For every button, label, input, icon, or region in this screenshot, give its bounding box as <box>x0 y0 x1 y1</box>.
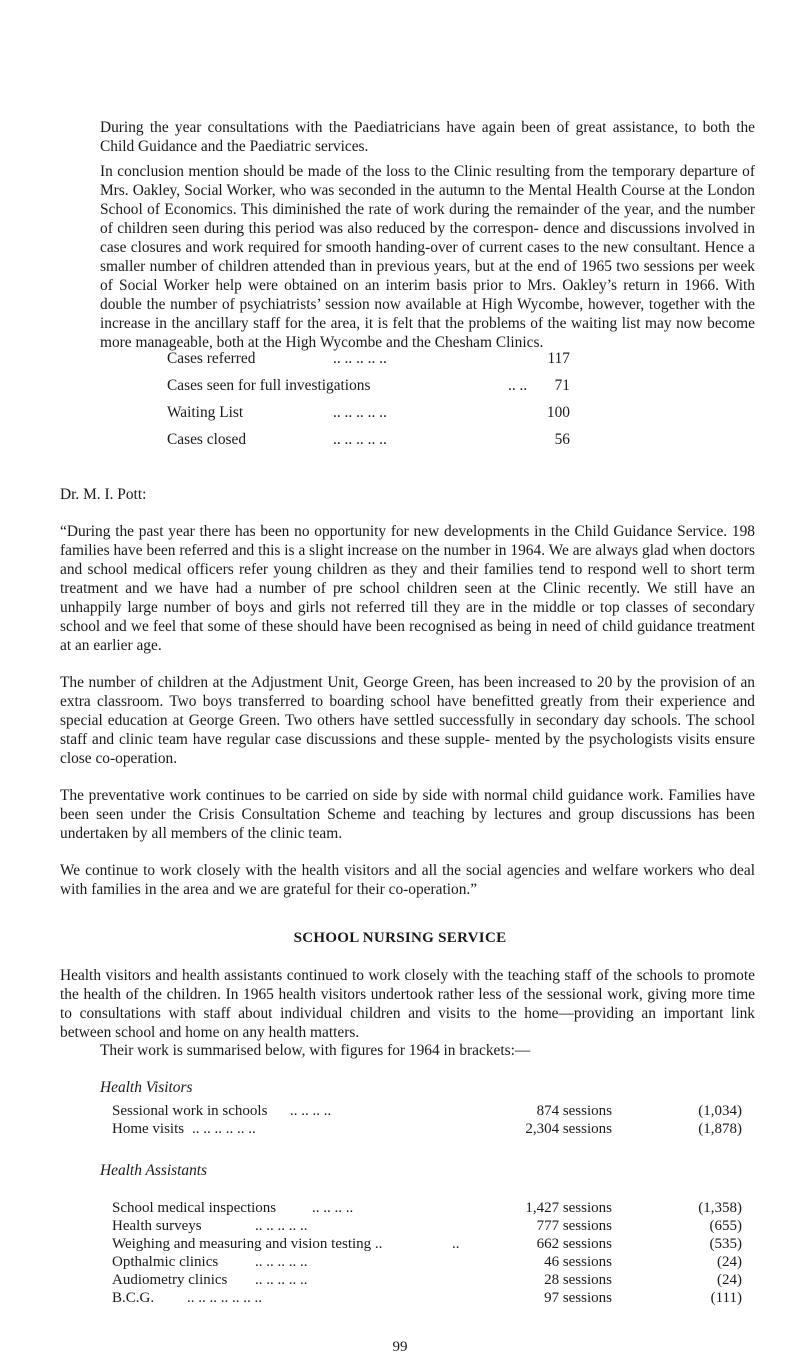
row-value: 1,427 sessions <box>525 1200 612 1216</box>
row-previous: (535) <box>709 1236 742 1252</box>
row-label: School medical inspections <box>112 1200 277 1216</box>
row-label: Sessional work in schools <box>112 1103 268 1119</box>
paragraph-preventative: The preventative work continues to be carried on side by side with normal child guidance work. Families have been seen under the Crisis Consultation Scheme and teaching by lectures and group discussions has been undertaken by all members of the clinic team. <box>60 787 755 842</box>
row-label: B.C.G. <box>112 1290 155 1306</box>
case-value: 100 <box>546 404 570 421</box>
row-value: 46 sessions <box>544 1254 612 1270</box>
paragraph-adjustment-unit: The number of children at the Adjustment Unit, George Green, has been increased to 20 by the provision of an extra classroom. Two boys transferred to boarding school have benefitted greatly from their experience and special education at George Green. Two others have settled successfully in secondary day schools. The school staff and clinic team have regular case discussions and these supple- mented by the psychologists visits ensure close co-operation. <box>60 674 755 767</box>
row-value: 97 sessions <box>544 1290 612 1306</box>
table-row <box>112 1218 742 1235</box>
case-value: 117 <box>547 350 570 367</box>
paragraph-summary: Their work is summarised below, with figures for 1964 in brackets:— <box>100 1042 531 1059</box>
row-dots: .. <box>452 1236 460 1252</box>
case-dots: .. .. .. .. .. <box>333 350 387 367</box>
table-row <box>112 1254 742 1271</box>
row-value: 777 sessions <box>536 1218 612 1234</box>
table-row <box>112 1121 742 1138</box>
author-heading: Dr. M. I. Pott: <box>60 486 147 503</box>
table-row <box>112 1290 742 1307</box>
section-heading: SCHOOL NURSING SERVICE <box>293 930 507 946</box>
row-dots: .. .. .. .. .. <box>255 1272 308 1288</box>
row-dots: .. .. .. .. <box>312 1200 354 1216</box>
row-dots: .. .. .. .. .. <box>255 1254 308 1270</box>
table-row <box>112 1272 742 1289</box>
case-value: 56 <box>554 431 570 448</box>
table-row <box>112 1236 742 1253</box>
row-dots: .. .. .. .. .. .. .. <box>187 1290 262 1306</box>
row-previous: (24) <box>717 1254 742 1270</box>
paragraph-paediatricians: During the year consultations with the Paediatricians have again been of great assistance, to both the Child Guidance and the Paediatric services. <box>100 119 755 155</box>
page-number: 99 <box>392 1339 408 1355</box>
case-dots: .. .. .. .. .. <box>333 431 387 448</box>
row-label: Health surveys <box>112 1218 202 1234</box>
table-row <box>112 1103 742 1120</box>
case-label: Cases seen for full investigations <box>167 377 371 394</box>
row-previous: (1,034) <box>698 1103 742 1119</box>
table-row <box>112 1200 742 1217</box>
row-value: 662 sessions <box>536 1236 612 1252</box>
health-assistants-heading: Health Assistants <box>100 1162 208 1179</box>
row-previous: (1,358) <box>698 1200 742 1216</box>
row-previous: (111) <box>710 1290 742 1306</box>
row-previous: (655) <box>709 1218 742 1234</box>
health-visitors-heading: Health Visitors <box>100 1079 193 1096</box>
row-dots: .. .. .. .. .. .. <box>192 1121 256 1137</box>
row-dots: .. .. .. .. <box>290 1103 332 1119</box>
paragraph-school-nursing: Health visitors and health assistants continued to work closely with the teaching staff of the schools to promote the health of the children. In 1965 health visitors undertook rather less of the sessional work, giving more time to consultations with staff about individual children and visits to the home—providing an important link between school and home on any health matters. <box>60 967 755 1041</box>
row-previous: (1,878) <box>698 1121 742 1137</box>
paragraph-cooperation: We continue to work closely with the health visitors and all the social agencies and welfare workers who deal with families in the area and we are grateful for their co-operation.” <box>60 862 755 898</box>
row-dots: .. .. .. .. .. <box>255 1218 308 1234</box>
row-label: Audiometry clinics <box>112 1272 228 1288</box>
row-previous: (24) <box>717 1272 742 1288</box>
paragraph-child-guidance: “During the past year there has been no opportunity for new developments in the Child Guidance Service. 198 families have been referred and this is a slight increase on the number in 1964. We are always glad when doctors and school medical officers refer young children as they and their families tend to respond well to short term treatment and we have had a number of pre school children seen at the Clinic recently. We still have an unhappily large number of boys and girls not referred till they are in the middle or top classes of secondary school and we feel that some of these should have been recognised as being in need of child guidance treatment at an earlier age. <box>60 523 755 654</box>
case-label: Cases closed <box>167 431 247 448</box>
case-label: Cases referred <box>167 350 256 367</box>
paragraph-conclusion: In conclusion mention should be made of the loss to the Clinic resulting from the temporary departure of Mrs. Oakley, Social Worker, who was seconded in the autumn to the Mental Health Course at the London School of Economics. This diminished the rate of work during the remainder of the year, and the number of children seen during this period was also reduced by the correspon- dence and discussions involved in case closures and work required for smooth handing-over of current cases to the new consultant. Hence a smaller number of children attended than in previous years, but at the end of 1965 two sessions per week of Social Worker help were obtained on an interim basis prior to Mrs. Oakley’s return in 1966. With double the number of psychiatrists’ session now available at High Wycombe, however, together with the increase in the ancillary staff for the area, it is felt that the problems of the waiting list may now become more manageable, both at the High Wycombe and the Chesham Clinics. <box>100 163 755 351</box>
row-label: Opthalmic clinics <box>112 1254 219 1270</box>
case-value: 71 <box>554 377 570 394</box>
case-dots: .. .. .. .. .. <box>333 404 387 421</box>
row-label: Home visits <box>112 1121 185 1137</box>
row-label: Weighing and measuring and vision testing .. <box>112 1236 383 1252</box>
row-value: 874 sessions <box>536 1103 612 1119</box>
case-label: Waiting List <box>167 404 244 421</box>
row-value: 28 sessions <box>544 1272 612 1288</box>
row-value: 2,304 sessions <box>525 1121 612 1137</box>
case-dots: .. .. <box>508 377 528 394</box>
